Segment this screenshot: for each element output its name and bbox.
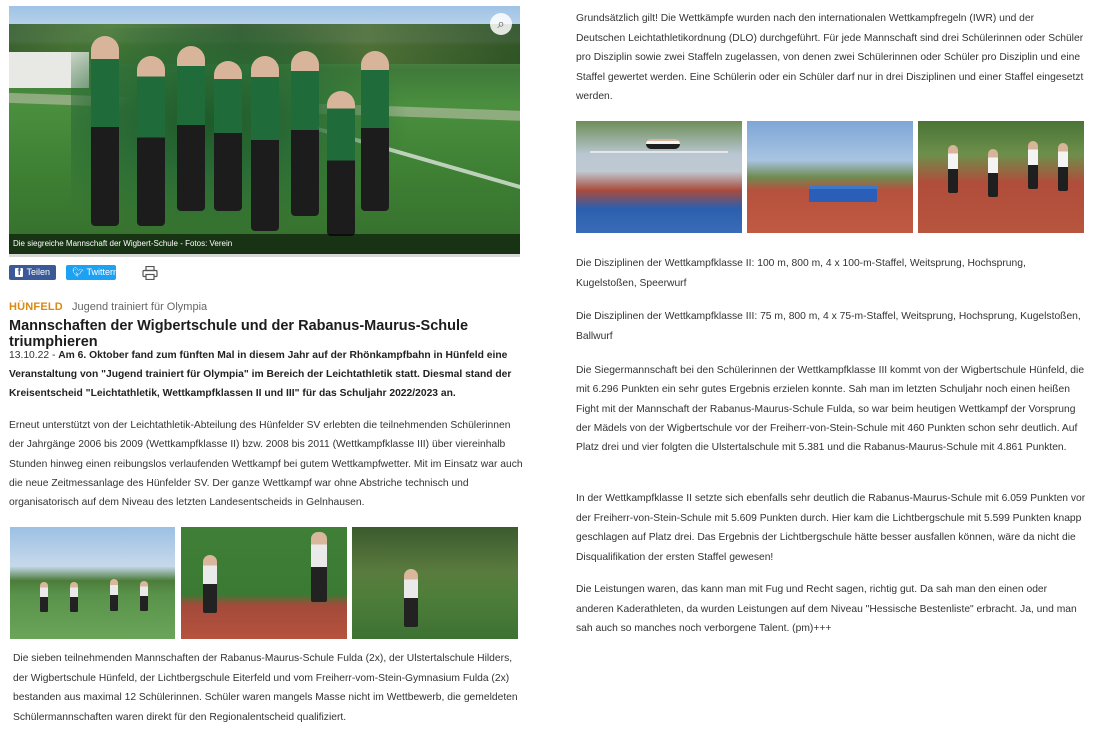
photo-high-jump-bar <box>590 151 728 153</box>
article-location[interactable]: HÜNFELD <box>9 301 63 313</box>
share-bar <box>9 265 158 280</box>
article-topic[interactable]: Jugend trainiert für Olympia <box>72 301 208 313</box>
photo-person <box>251 56 279 231</box>
facebook-share-button[interactable] <box>9 265 56 280</box>
twitter-icon: 🐦︎ <box>72 267 84 277</box>
photo-landing-mat <box>809 186 877 202</box>
gallery-photo-runner[interactable] <box>181 527 347 639</box>
hero-photo[interactable] <box>9 6 520 254</box>
photo-person <box>327 91 355 236</box>
twitter-share-button[interactable] <box>66 265 116 280</box>
article-paragraph: Grundsätzlich gilt! Die Wettkämpfe wurden nach den internationalen Wettkampfregeln (IWR) und der Deutschen Leichtathletikordnung (DLO) durchgeführt. Für jede Mannschaft sind drei Schülerinnen oder Schüler pro Disziplin sowie zwei Staffeln zugelassen, von denen zwei Schülerinnen oder Schüler pro Disziplin und eine Staffel gewertet werden. Eine Schülerin oder ein Schüler darf nur in drei Disziplinen und einer Staffel eingesetzt werden. <box>576 13 1084 102</box>
article-paragraph: Die Disziplinen der Wettkampfklasse III: 75 m, 800 m, 4 x 75-m-Staffel, Weitsprung, Hochsprung, Kugelstoßen, Ballwurf <box>576 311 1081 342</box>
twitter-share-label: Twittern <box>86 267 118 277</box>
facebook-icon: f <box>15 268 23 277</box>
photo-person <box>70 582 78 612</box>
photo-person <box>214 61 242 211</box>
gallery-photo-javelin[interactable] <box>352 527 518 639</box>
gallery-photo-high-jump[interactable] <box>576 121 742 233</box>
photo-person <box>137 56 165 226</box>
photo-person <box>91 36 119 226</box>
article-date: 13.10.22 - <box>9 350 59 361</box>
article-paragraph: Erneut unterstützt von der Leichtathletik-Abteilung des Hünfelder SV erlebten die teilnehmenden Schülerinnen der Jahrgänge 2006 bis 2009 (Wettkampfklasse II) bzw. 2008 bis 2011 (Wettkampfklasse III) über viereinhalb Stunden hinweg einen reibungslos verlaufenden Wettkampf bei gutem Wettkampfwetter. Mit im Einsatz war auch die neue Zeitmessanlage des Hünfelder SV. Der ganze Wettkampf war ohne Abstriche technisch und organisatorisch auf dem Niveau des letzten Landesentscheids in Gelnhausen. <box>9 420 523 509</box>
photo-person <box>361 51 389 211</box>
article-lead-text: Am 6. Oktober fand zum fünften Mal in diesem Jahr auf der Rhönkampfbahn in Hünfeld eine Veranstaltung von "Jugend trainiert für Olympia" im Bereich der Leichtathletik statt. Diesmal stand der Kreisentscheid "Leichtathletik, Wettkampfklassen II und III" für das Schuljahr 2022/2023 an. <box>9 350 512 399</box>
photo-person <box>203 555 217 613</box>
photo-person <box>140 581 148 611</box>
photo-person <box>948 145 958 193</box>
photo-person <box>646 139 680 149</box>
photo-person <box>311 532 327 602</box>
article-paragraph: Die sieben teilnehmenden Mannschaften der Rabanus-Maurus-Schule Fulda (2x), der Ulstertalschule Hilders, der Wigbertschule Hünfeld, der Lichtbergschule Eiterfeld und vom Freiherr-vom-Stein-Gymnasium Fulda (2x) bestanden aus maximal 12 Schülerinnen. Schüler waren mangels Masse nicht im Wettbewerb, die gemeldeten Schülermannschaften waren direkt für den Regionalentscheid qualifiziert. <box>13 653 518 723</box>
article-lead <box>9 346 524 403</box>
photo-person <box>988 149 998 197</box>
article-paragraph: In der Wettkampfklasse II setzte sich ebenfalls sehr deutlich die Rabanus-Maurus-Schule mit 6.059 Punkten vor der Freiherr-von-Stein-Schule mit 5.609 Punkten durch. Hier kam die Lichtbergschule mit 5.599 Punkten knapp geschlagen auf Platz drei. Das Ergebnis der Lichtbergschule hätte besser ausfallen können, wäre da nicht die Disqualifikation der ersten Staffel gewesen! <box>576 493 1086 563</box>
article-paragraph: Die Siegermannschaft bei den Schülerinnen der Wettkampfklasse III kommt von der Wigbertschule Hünfeld, die mit 6.296 Punkten ein sehr gutes Ergebnis erzielen konnte. Sah man im letzten Schuljahr noch einen heißen Fight mit der Mannschaft der Rabanus-Maurus-Schule Fulda, so war beim heutigen Wettkampf der Vorsprung der Mädels von der Wigbertschule vor der Freiherr-von-Stein-Schule mit 460 Punkten schon sehr deutlich. Auf Platz drei und vier folgten die Ulstertalschule mit 5.381 und die Rabanus-Maurus-Schule mit 4.861 Punkten. <box>576 365 1085 454</box>
article-paragraph: Die Leistungen waren, das kann man mit Fug und Recht sagen, richtig gut. Da sah man den einen oder anderen Kaderathleten, da wurden Leistungen auf dem Niveau "Hessische Bestenliste" erbracht. Ja, und man sah auch so manches noch verborgene Talent. (pm)+++ <box>576 584 1077 634</box>
photo-person <box>177 46 205 211</box>
photo-person <box>110 579 118 611</box>
gallery-photo-sprint[interactable] <box>918 121 1084 233</box>
divider <box>9 254 520 257</box>
gallery-photo-stadium[interactable] <box>10 527 175 639</box>
article-paragraph: Die Disziplinen der Wettkampfklasse II: 100 m, 800 m, 4 x 100-m-Staffel, Weitsprung, Hochsprung, Kugelstoßen, Speerwurf <box>576 258 1026 289</box>
photo-caption: Die siegreiche Mannschaft der Wigbert-Schule - Fotos: Verein <box>9 234 520 254</box>
printer-icon[interactable] <box>142 266 158 280</box>
photo-person <box>1058 143 1068 191</box>
photo-person <box>404 569 418 627</box>
magnify-icon[interactable]: ⌕ <box>490 13 512 35</box>
article-kicker <box>9 301 207 313</box>
photo-person <box>291 51 319 216</box>
article-headline: Mannschaften der Wigbertschule und der Rabanus-Maurus-Schule triumphieren <box>9 318 469 350</box>
photo-person <box>40 582 48 612</box>
photo-person <box>1028 141 1038 189</box>
facebook-share-label: Teilen <box>26 267 50 277</box>
gallery-photo-landing-mat[interactable] <box>747 121 913 233</box>
